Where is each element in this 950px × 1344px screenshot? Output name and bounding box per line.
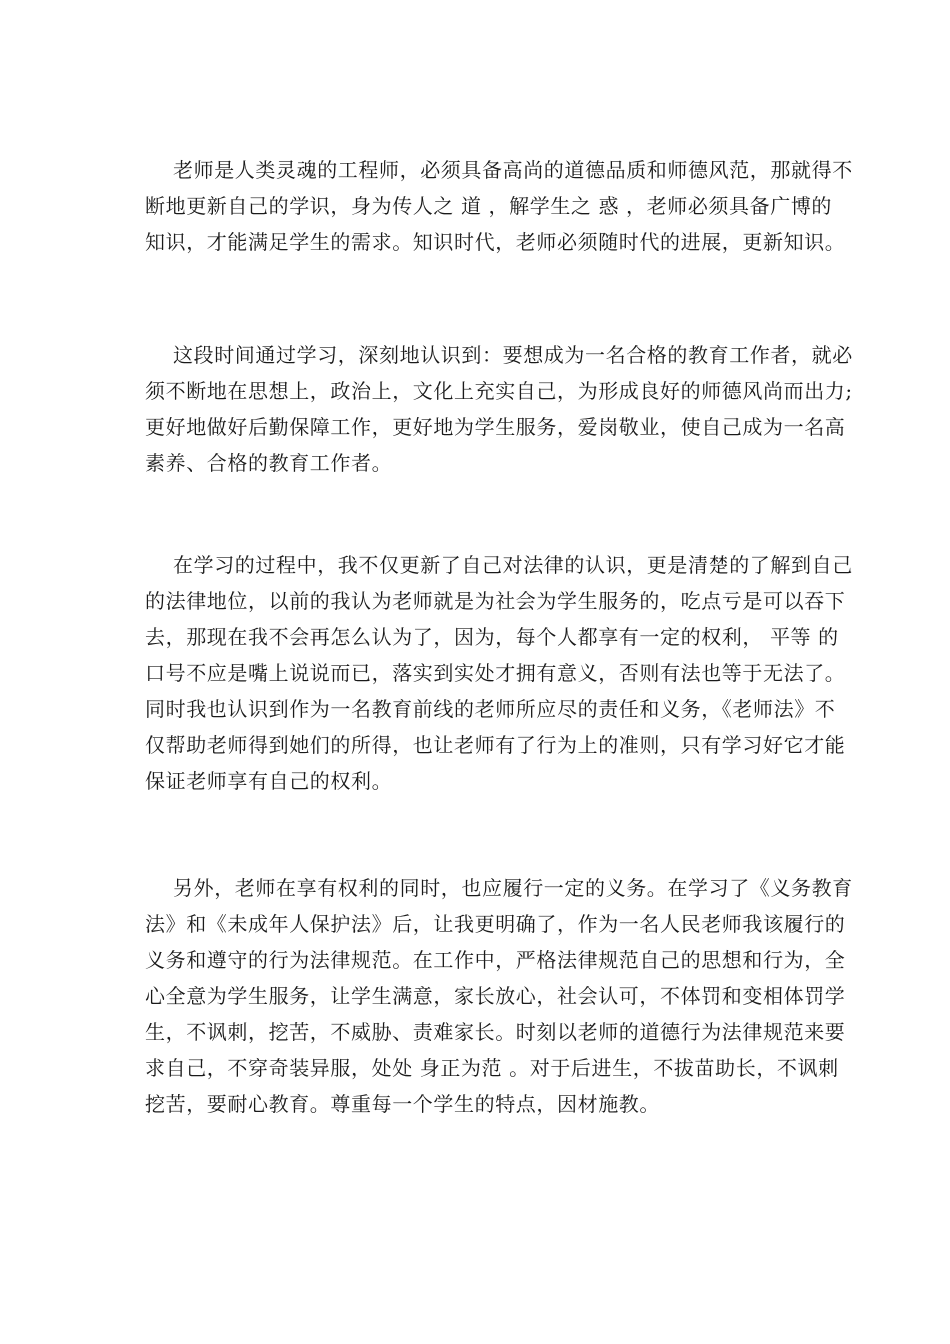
text-line: 知识，才能满足学生的需求。知识时代，老师必须随时代的进展，更新知识。 xyxy=(145,230,846,254)
text-line: 去，那现在我不会再怎么认为了，因为，每个人都享有一定的权利， 平等 的 xyxy=(145,625,839,649)
text-line: 在学习的过程中，我不仅更新了自己对法律的认识，更是清楚的了解到自己 xyxy=(173,553,853,577)
text-line: 法》和《未成年人保护法》后，让我更明确了，作为一名人民老师我该履行的 xyxy=(145,912,846,936)
text-line: 保证老师享有自己的权利。 xyxy=(145,769,393,793)
text-line: 义务和遵守的行为法律规范。在工作中，严格法律规范自己的思想和行为，全 xyxy=(145,948,846,972)
text-line: 生，不讽刺，挖苦，不威胁、责难家长。时刻以老师的道德行为法律规范来要 xyxy=(145,1020,846,1044)
text-line: 须不断地在思想上，政治上，文化上充实自己，为形成良好的师德风尚而出力; xyxy=(145,379,853,403)
text-line: 同时我也认识到作为一名教育前线的老师所应尽的责任和义务，《老师法》不 xyxy=(145,697,836,721)
paragraph-legal-awareness xyxy=(145,547,853,799)
text-line: 这段时间通过学习，深刻地认识到：要想成为一名合格的教育工作者，就必 xyxy=(173,343,853,367)
text-line: 仅帮助老师得到她们的所得，也让老师有了行为上的准则，只有学习好它才能 xyxy=(145,733,846,757)
paragraph-obligations xyxy=(145,870,853,1122)
paragraph-study-insight xyxy=(145,337,853,481)
text-line: 素养、合格的教育工作者。 xyxy=(145,451,393,475)
text-line: 的法律地位，以前的我认为老师就是为社会为学生服务的，吃点亏是可以吞下 xyxy=(145,589,846,613)
text-line: 求自己，不穿奇装异服，处处 身正为范 。对于后进生，不拔苗助长，不讽刺 xyxy=(145,1056,839,1080)
text-line: 更好地做好后勤保障工作，更好地为学生服务，爱岗敬业，使自己成为一名高 xyxy=(145,415,846,439)
text-line: 挖苦，要耐心教育。尊重每一个学生的特点，因材施教。 xyxy=(145,1092,660,1116)
text-line: 口号不应是嘴上说说而已，落实到实处才拥有意义，否则有法也等于无法了。 xyxy=(145,661,846,685)
paragraph-teacher-role xyxy=(145,152,853,260)
text-line: 心全意为学生服务，让学生满意，家长放心，社会认可，不体罚和变相体罚学 xyxy=(145,984,846,1008)
text-line: 老师是人类灵魂的工程师，必须具备高尚的道德品质和师德风范，那就得不 xyxy=(173,158,853,182)
text-line: 另外，老师在享有权利的同时，也应履行一定的义务。在学习了《义务教育 xyxy=(173,876,853,900)
text-line: 断地更新自己的学识，身为传人之 道 ，解学生之 惑 ，老师必须具备广博的 xyxy=(145,194,833,218)
